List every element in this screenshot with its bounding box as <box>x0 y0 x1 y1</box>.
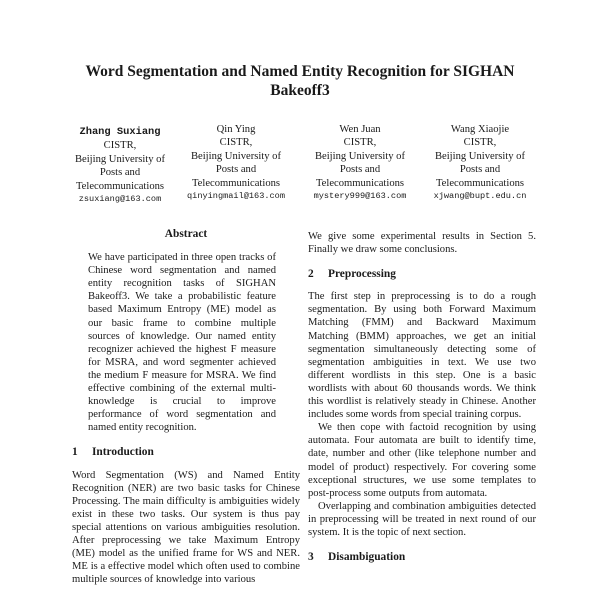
paper-title: Word Segmentation and Named Entity Recognition for SIGHAN Bakeoff3 <box>85 63 515 99</box>
right-column <box>308 230 536 573</box>
preprocessing-paragraph: The first step in preprocessing is to do a rough segmentation. By using both Forward Maximum Matching (FMM) and Backward Maximum Matching (BMM) approaches, we get an initial segmentation simultaneously detecting some of segmentation ambiguities in text. We use two different wordlists in this step. One is a basic wordlists with about 60 thousands words. We think this wordlist is relatively steady in Chinese. Another includes some words from special training corpus. <box>308 291 536 421</box>
author-3 <box>300 123 420 202</box>
author-affiliation-line: Telecommunications <box>75 180 165 192</box>
author-affiliation-line: Posts and <box>99 167 141 179</box>
author-affiliation-line: Beijing University of <box>190 150 282 162</box>
author-1 <box>60 126 180 205</box>
section-heading-preprocessing <box>308 268 536 281</box>
section-title: Disambiguation <box>328 551 406 564</box>
introduction-continued-paragraph: We give some experimental results in Section 5. Finally we draw some conclusions. <box>308 231 536 256</box>
section-title: Introduction <box>92 446 154 459</box>
section-number: 1 <box>72 446 78 459</box>
author-4 <box>420 123 540 202</box>
left-column <box>72 228 300 586</box>
preprocessing-paragraph: We then cope with factoid recognition by using automata. Four automata are built to identify time, date, number and other (like telephone number and model of product) respectively. For covering some exceptional structures, we use some templates to post-process some outputs from automata. <box>308 422 536 499</box>
author-email: xjwang@bupt.edu.cn <box>433 191 527 202</box>
introduction-paragraph: Word Segmentation (WS) and Named Entity Recognition (NER) are two basic tasks for Chinese Processing. The main difficulty is ambiguities widely exist in these two tasks. Our system is thus pay special attentions on various ambiguities resolution. After preprocessing we take Maximum Entropy (ME) model as the unified frame for WS and NER. ME is a effective model which often used to combine multiple sources of knowledge into various <box>72 469 300 586</box>
section-number: 3 <box>308 551 314 564</box>
abstract-text: We have participated in three open tracks of Chinese word segmentation and named entity recognition tasks of SIGHAN Bakeoff3. We take a probabilistic feature based Maximum Entropy (ME) model as our basic frame to combine multiple sources of knowledge. Our named entity recognizer achieved the highest F measure for MSRA, and word segmenter achieved the medium F measure for MSRA. We find effective combining of the external multi-knowledge is crucial to improve performance of word segmentation and named entity recognition. <box>88 252 276 434</box>
abstract-heading: Abstract <box>164 228 208 240</box>
author-name: Wang Xiaojie <box>450 124 510 135</box>
author-affiliation-line: CISTR, <box>103 140 137 152</box>
section-title: Preprocessing <box>328 268 396 281</box>
author-affiliation-line: Telecommunications <box>191 177 281 189</box>
author-affiliation-line: Beijing University of <box>74 153 166 165</box>
author-name: Wen Juan <box>339 124 381 135</box>
author-name: Qin Ying <box>216 124 256 135</box>
section-heading-disambiguation <box>308 551 536 564</box>
author-affiliation-line: Posts and <box>339 164 381 176</box>
author-email: qinyingmail@163.com <box>187 191 285 202</box>
author-block <box>60 126 540 206</box>
author-affiliation-line: Posts and <box>215 164 257 176</box>
author-name: Zhang Suxiang <box>79 126 161 138</box>
author-affiliation-line: Beijing University of <box>314 150 406 162</box>
author-affiliation-line: Beijing University of <box>434 150 526 162</box>
author-2 <box>176 123 296 202</box>
author-affiliation-line: Telecommunications <box>315 177 405 189</box>
author-email: zsuxiang@163.com <box>78 194 162 205</box>
preprocessing-paragraph: Overlapping and combination ambiguities detected in preprocessing will be treated in next round of our system. It is the topic of next section. <box>308 500 536 538</box>
author-affiliation-line: CISTR, <box>463 137 497 149</box>
author-email: mystery999@163.com <box>313 191 407 202</box>
author-affiliation-line: CISTR, <box>219 137 253 149</box>
author-affiliation-line: Telecommunications <box>435 177 525 189</box>
section-heading-introduction <box>72 446 300 459</box>
author-affiliation-line: CISTR, <box>343 137 377 149</box>
author-affiliation-line: Posts and <box>459 164 501 176</box>
section-number: 2 <box>308 268 314 281</box>
